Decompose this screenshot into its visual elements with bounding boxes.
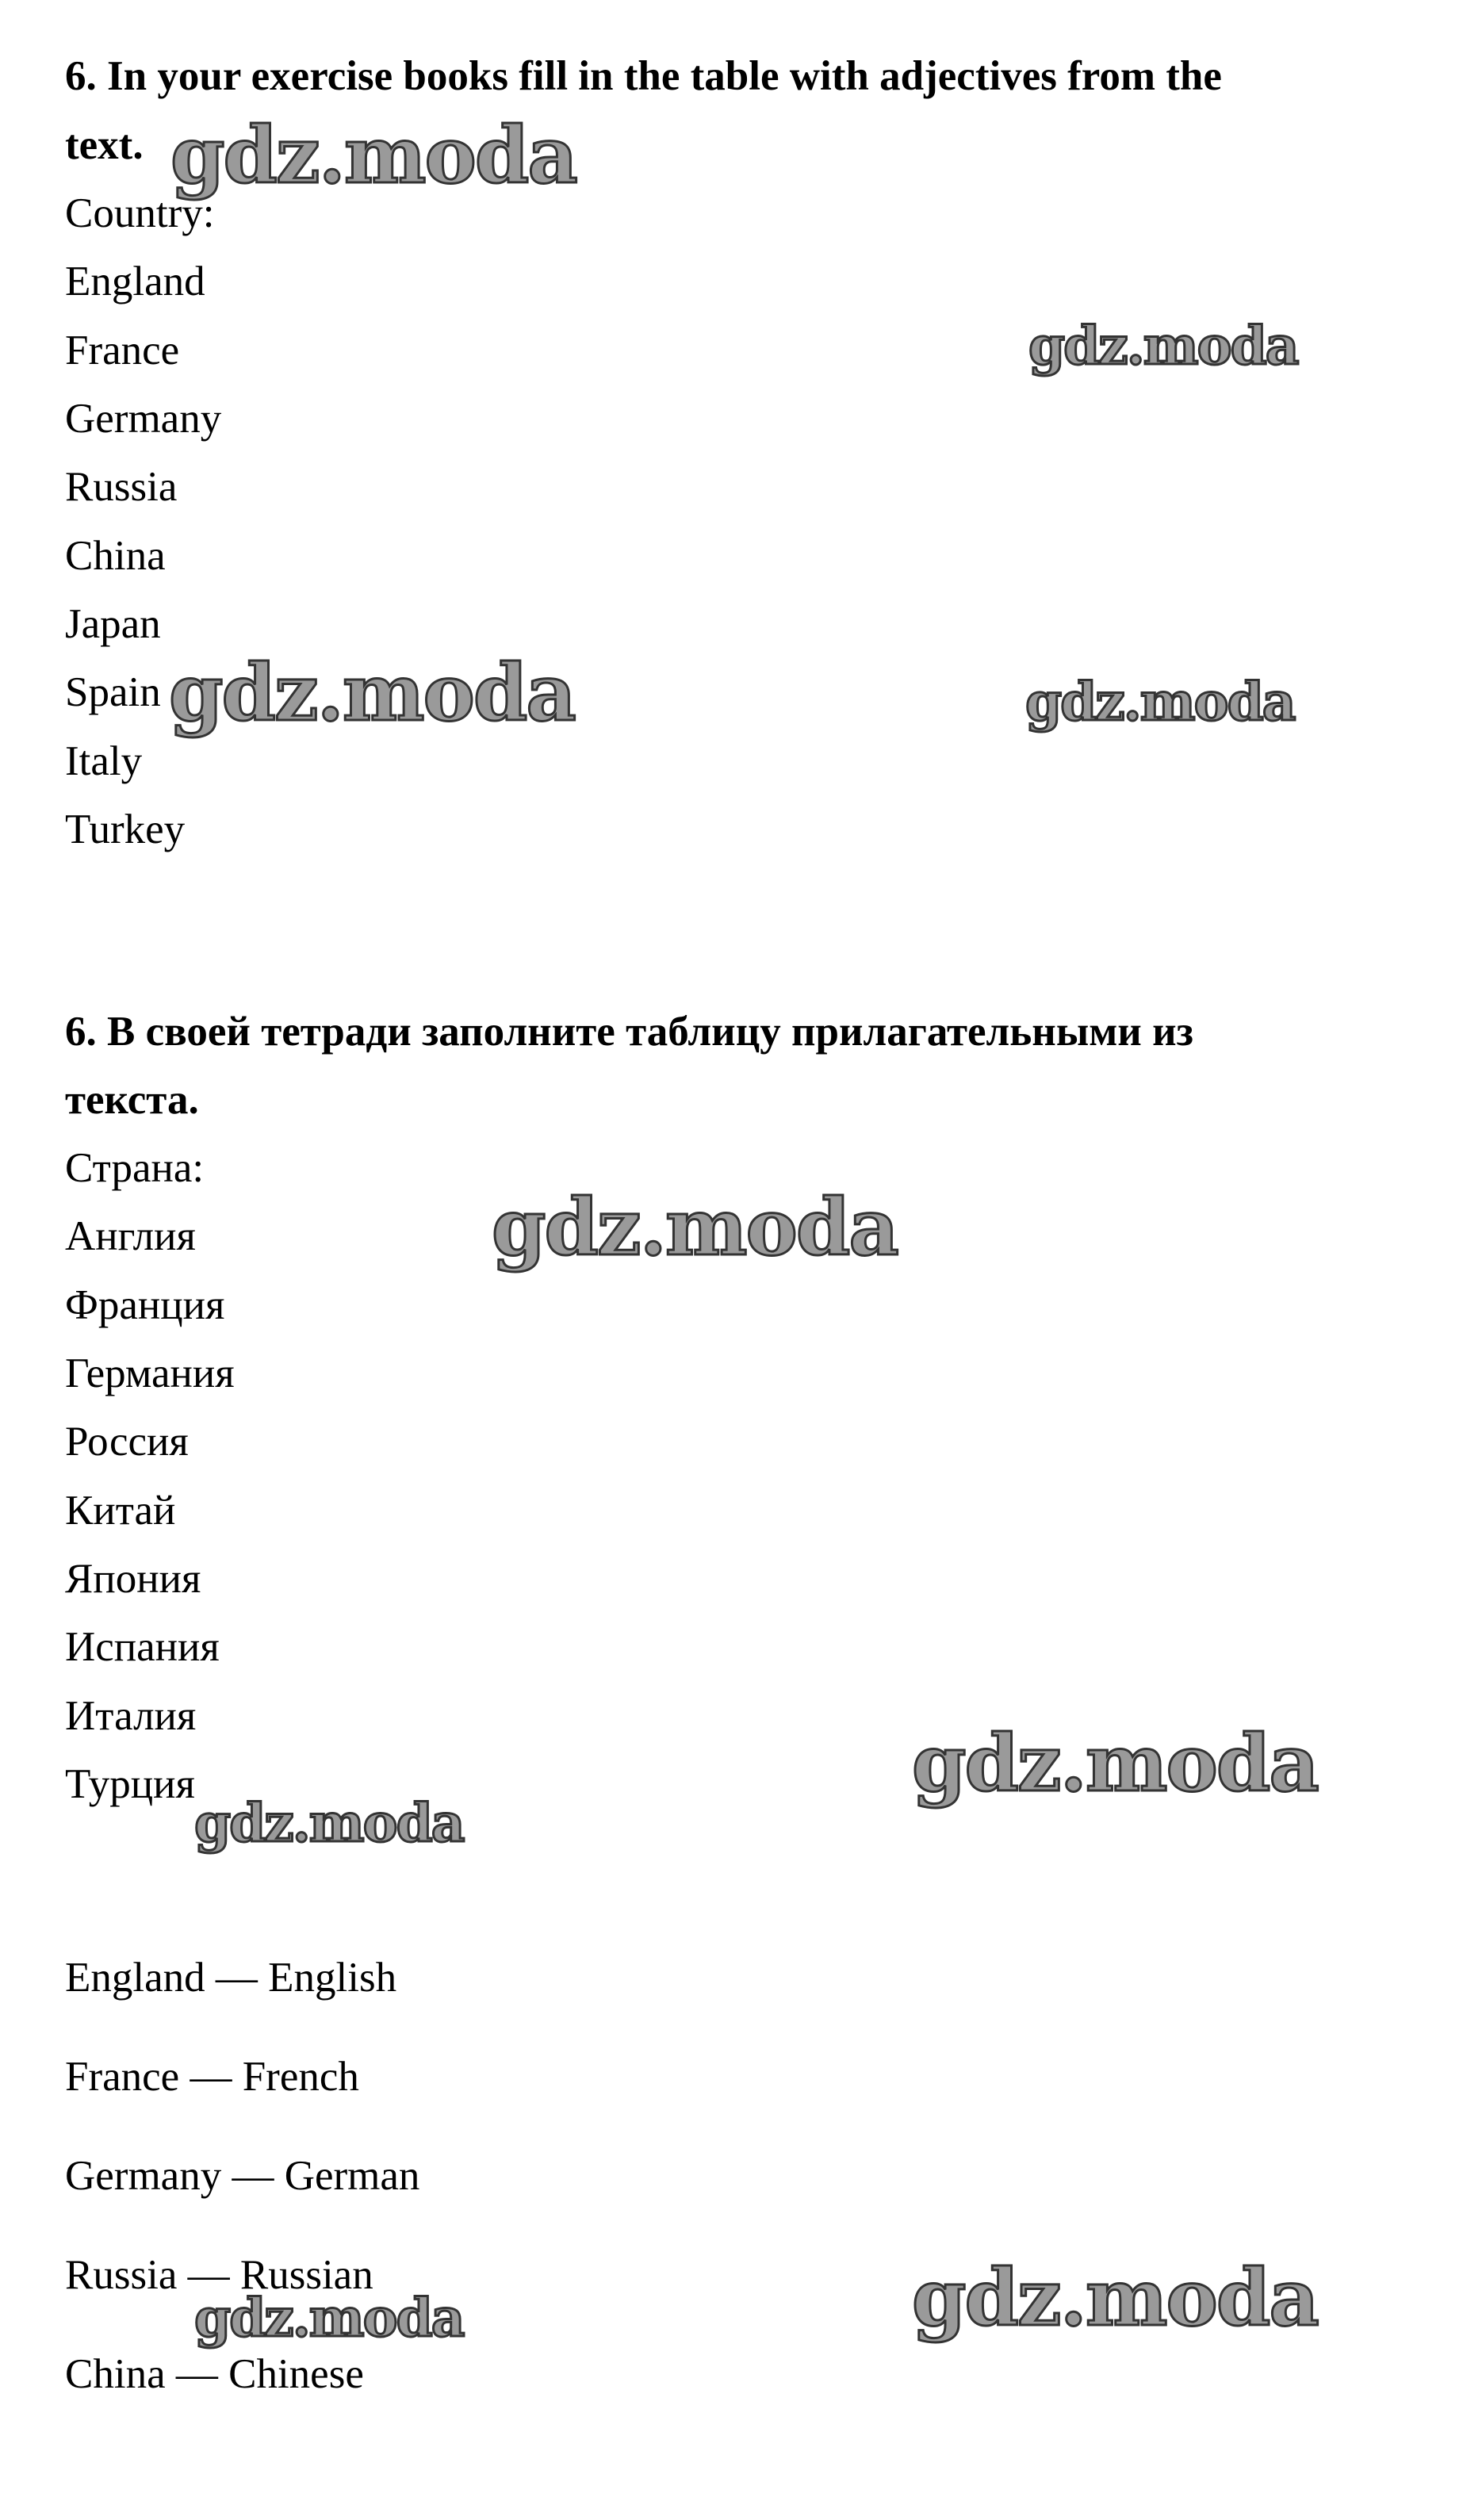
country-item-ru: Германия: [65, 1350, 235, 1396]
exercise-heading-en-line1: 6. In your exercise books fill in the table with adjectives from the: [65, 53, 1222, 99]
country-item-ru: Турция: [65, 1761, 195, 1807]
country-item-ru: Китай: [65, 1488, 176, 1534]
country-item-en: Spain: [65, 669, 161, 715]
country-item-en: Germany: [65, 396, 222, 442]
answer-line: Russia — Russian: [65, 2252, 373, 2298]
watermark-logo: gdz.moda: [1025, 671, 1295, 733]
country-item-en: England: [65, 259, 205, 304]
answer-line: Germany — German: [65, 2153, 420, 2199]
exercise-heading-ru-line2: текста.: [65, 1077, 199, 1123]
country-label-en: Country:: [65, 190, 215, 236]
country-item-ru: Россия: [65, 1419, 189, 1465]
exercise-heading-en-line2: text.: [65, 122, 144, 168]
country-item-en: Russia: [65, 464, 178, 510]
watermark-logo: gdz.moda: [912, 1718, 1318, 1810]
country-item-ru: Франция: [65, 1282, 225, 1328]
answer-line: England — English: [65, 1955, 397, 2001]
country-item-en: Turkey: [65, 806, 186, 852]
country-item-en: Japan: [65, 601, 161, 647]
watermark-logo: gdz.moda: [912, 2253, 1318, 2344]
watermark-logo: gdz.moda: [1028, 315, 1298, 377]
country-item-en: China: [65, 533, 166, 579]
country-item-ru: Англия: [65, 1213, 196, 1259]
watermark-logo: gdz.moda: [170, 110, 576, 201]
country-label-ru: Страна:: [65, 1145, 205, 1191]
country-item-en: France: [65, 327, 180, 373]
watermark-logo: gdz.moda: [492, 1182, 898, 1273]
country-item-en: Italy: [65, 738, 143, 784]
country-item-ru: Италия: [65, 1693, 197, 1739]
country-item-ru: Испания: [65, 1624, 220, 1670]
exercise-heading-ru-line1: 6. В своей тетради заполните таблицу прилагательными из: [65, 1009, 1193, 1055]
answer-line: China — Chinese: [65, 2351, 364, 2397]
watermark-logo: gdz.moda: [194, 1792, 464, 1854]
watermark-logo: gdz.moda: [194, 2287, 464, 2349]
country-item-ru: Япония: [65, 1556, 201, 1602]
answer-line: France — French: [65, 2054, 359, 2100]
watermark-logo: gdz.moda: [169, 648, 575, 739]
